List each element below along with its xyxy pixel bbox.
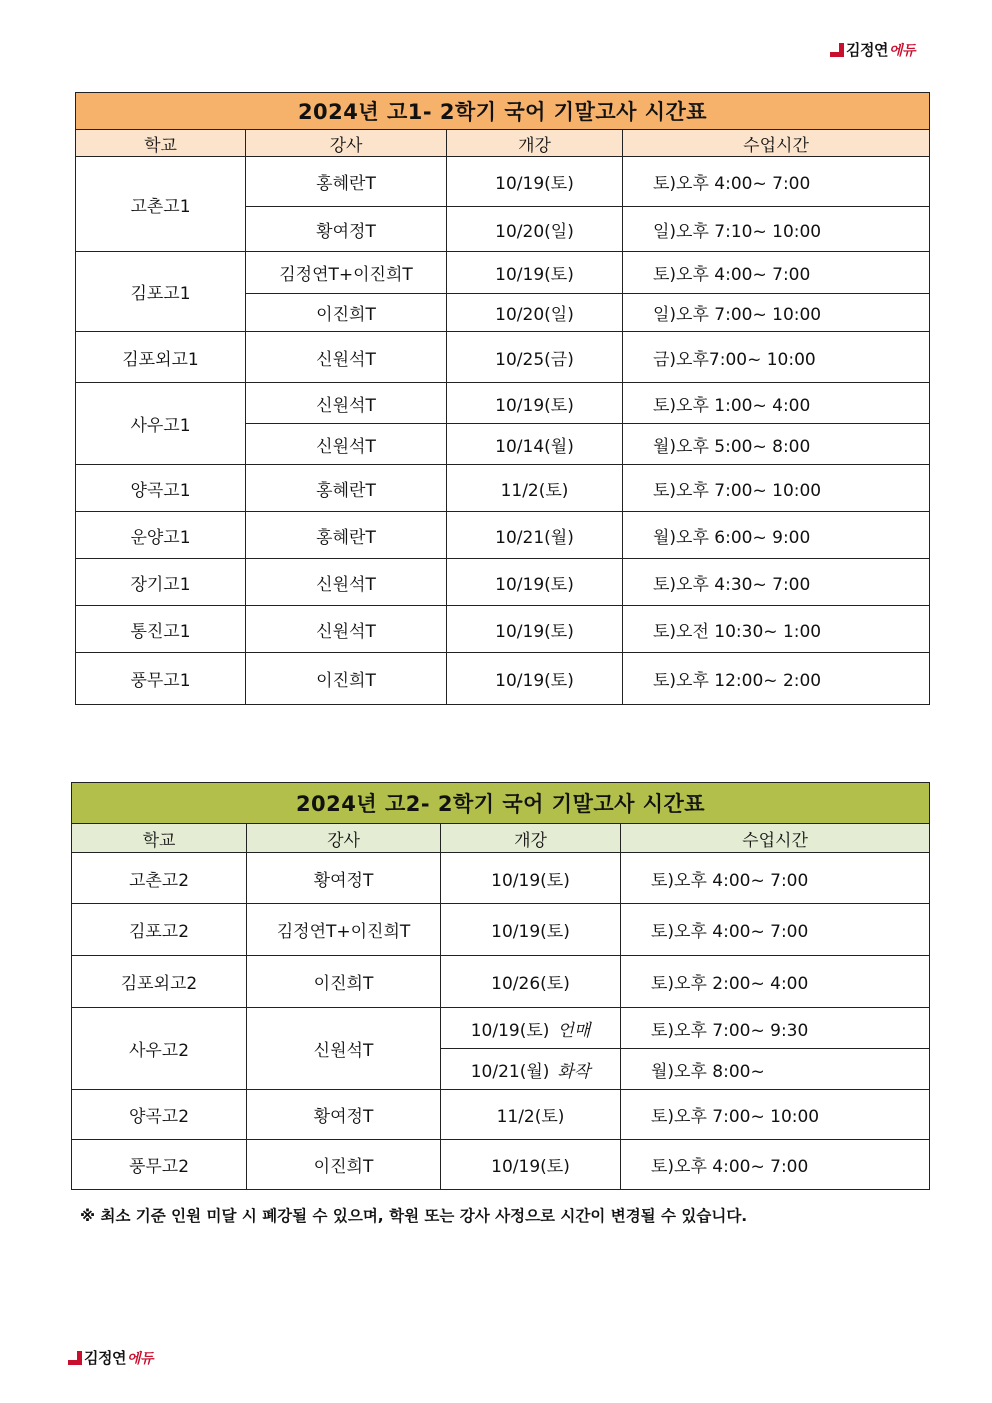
grade1-schedule-table [75,92,930,705]
school-cell: 운양고1 [76,512,246,559]
table-row [76,157,930,207]
time-cell: 토)오후 12:00~ 2:00 [623,653,930,705]
table-row [76,559,930,606]
start-cell: 10/19(토) [441,853,621,904]
brand-name: 김정연 [846,41,888,59]
logo-mark-icon [830,43,844,57]
brand-edu: 에듀 [888,42,916,59]
header-start: 개강 [441,824,621,853]
school-cell: 양곡고1 [76,465,246,512]
start-cell: 10/19(토) [447,559,623,606]
table-row [76,383,930,424]
start-cell [441,1008,621,1049]
teacher-cell: 홍혜란T [246,465,447,512]
teacher-cell: 신원석T [246,424,447,465]
table-title: 2024년 고1- 2학기 국어 기말고사 시간표 [76,93,930,130]
start-cell: 10/19(토) [447,383,623,424]
time-cell: 금)오후7:00~ 10:00 [623,332,930,383]
brand-name: 김정연 [84,1349,126,1367]
school-cell: 풍무고1 [76,653,246,705]
teacher-cell: 신원석T [246,606,447,653]
start-cell: 10/25(금) [447,332,623,383]
teacher-cell: 신원석T [246,332,447,383]
subject-label: 언매 [557,1020,591,1041]
start-cell: 10/19(토) [441,904,621,956]
start-cell: 10/19(토) [447,157,623,207]
time-cell: 토)오후 2:00~ 4:00 [621,956,930,1008]
school-cell: 김포고2 [72,904,247,956]
table-row [76,512,930,559]
start-cell: 11/2(토) [447,465,623,512]
teacher-cell: 황여정T [247,1090,441,1140]
time-cell: 토)오후 7:00~ 9:30 [621,1008,930,1049]
teacher-cell: 김정연T+이진희T [247,904,441,956]
table-row [76,332,930,383]
school-cell: 장기고1 [76,559,246,606]
start-cell: 10/26(토) [441,956,621,1008]
time-cell: 토)오후 7:00~ 10:00 [621,1090,930,1140]
start-cell: 10/20(일) [447,207,623,252]
table-row [72,904,930,956]
teacher-cell: 신원석T [246,383,447,424]
school-cell: 고촌고1 [76,157,246,252]
time-cell: 월)오후 6:00~ 9:00 [623,512,930,559]
header-school: 학교 [76,130,246,157]
teacher-cell: 홍혜란T [246,157,447,207]
time-cell: 토)오후 1:00~ 4:00 [623,383,930,424]
start-cell [441,1049,621,1090]
header-teacher: 강사 [246,130,447,157]
teacher-cell: 황여정T [247,853,441,904]
table-row [72,853,930,904]
header-start: 개강 [447,130,623,157]
start-date: 10/19(토) [470,1020,550,1041]
teacher-cell: 이진희T [246,653,447,705]
table-row [72,1090,930,1140]
start-date: 10/21(월) [470,1061,550,1082]
time-cell: 토)오후 4:00~ 7:00 [621,853,930,904]
time-cell: 월)오후 5:00~ 8:00 [623,424,930,465]
time-cell: 토)오후 4:00~ 7:00 [623,252,930,294]
table-title: 2024년 고2- 2학기 국어 기말고사 시간표 [72,783,930,824]
table-row [76,653,930,705]
teacher-cell: 홍혜란T [246,512,447,559]
start-cell: 10/19(토) [447,653,623,705]
teacher-cell: 황여정T [246,207,447,252]
header-time: 수업시간 [621,824,930,853]
logo-mark-icon [68,1351,82,1365]
school-cell: 김포고1 [76,252,246,332]
time-cell: 일)오후 7:10~ 10:00 [623,207,930,252]
brand-logo-top [830,39,915,60]
start-cell: 10/19(토) [441,1140,621,1190]
time-cell: 토)오후 4:00~ 7:00 [621,904,930,956]
brand-logo-bottom [68,1347,153,1368]
header-teacher: 강사 [247,824,441,853]
school-cell: 사우고1 [76,383,246,465]
teacher-cell: 신원석T [247,1008,441,1090]
start-cell: 10/19(토) [447,606,623,653]
table-row [76,606,930,653]
school-cell: 풍무고2 [72,1140,247,1190]
time-cell: 토)오후 4:00~ 7:00 [623,157,930,207]
brand-edu: 에듀 [126,1350,154,1367]
start-cell: 10/19(토) [447,252,623,294]
school-cell: 양곡고2 [72,1090,247,1140]
school-cell: 사우고2 [72,1008,247,1090]
subject-label: 화작 [557,1061,591,1082]
teacher-cell: 이진희T [247,956,441,1008]
time-cell: 토)오후 4:30~ 7:00 [623,559,930,606]
header-time: 수업시간 [623,130,930,157]
start-cell: 10/21(월) [447,512,623,559]
teacher-cell: 이진희T [246,294,447,332]
start-cell: 11/2(토) [441,1090,621,1140]
header-school: 학교 [72,824,247,853]
start-cell: 10/14(월) [447,424,623,465]
time-cell: 월)오후 8:00~ [621,1049,930,1090]
table-row [72,956,930,1008]
time-cell: 토)오후 7:00~ 10:00 [623,465,930,512]
teacher-cell: 신원석T [246,559,447,606]
school-cell: 고촌고2 [72,853,247,904]
table-row [72,1008,930,1049]
footnote: ※ 최소 기준 인원 미달 시 폐강될 수 있으며, 학원 또는 강사 사정으로 시간이 변경될 수 있습니다. [80,1207,748,1225]
time-cell: 토)오후 4:00~ 7:00 [621,1140,930,1190]
grade2-schedule-table [71,782,930,1190]
table-row [72,1140,930,1190]
time-cell: 토)오전 10:30~ 1:00 [623,606,930,653]
school-cell: 통진고1 [76,606,246,653]
table-row [76,465,930,512]
table-row [76,252,930,294]
start-cell: 10/20(일) [447,294,623,332]
school-cell: 김포외고1 [76,332,246,383]
school-cell: 김포외고2 [72,956,247,1008]
teacher-cell: 김정연T+이진희T [246,252,447,294]
time-cell: 일)오후 7:00~ 10:00 [623,294,930,332]
teacher-cell: 이진희T [247,1140,441,1190]
